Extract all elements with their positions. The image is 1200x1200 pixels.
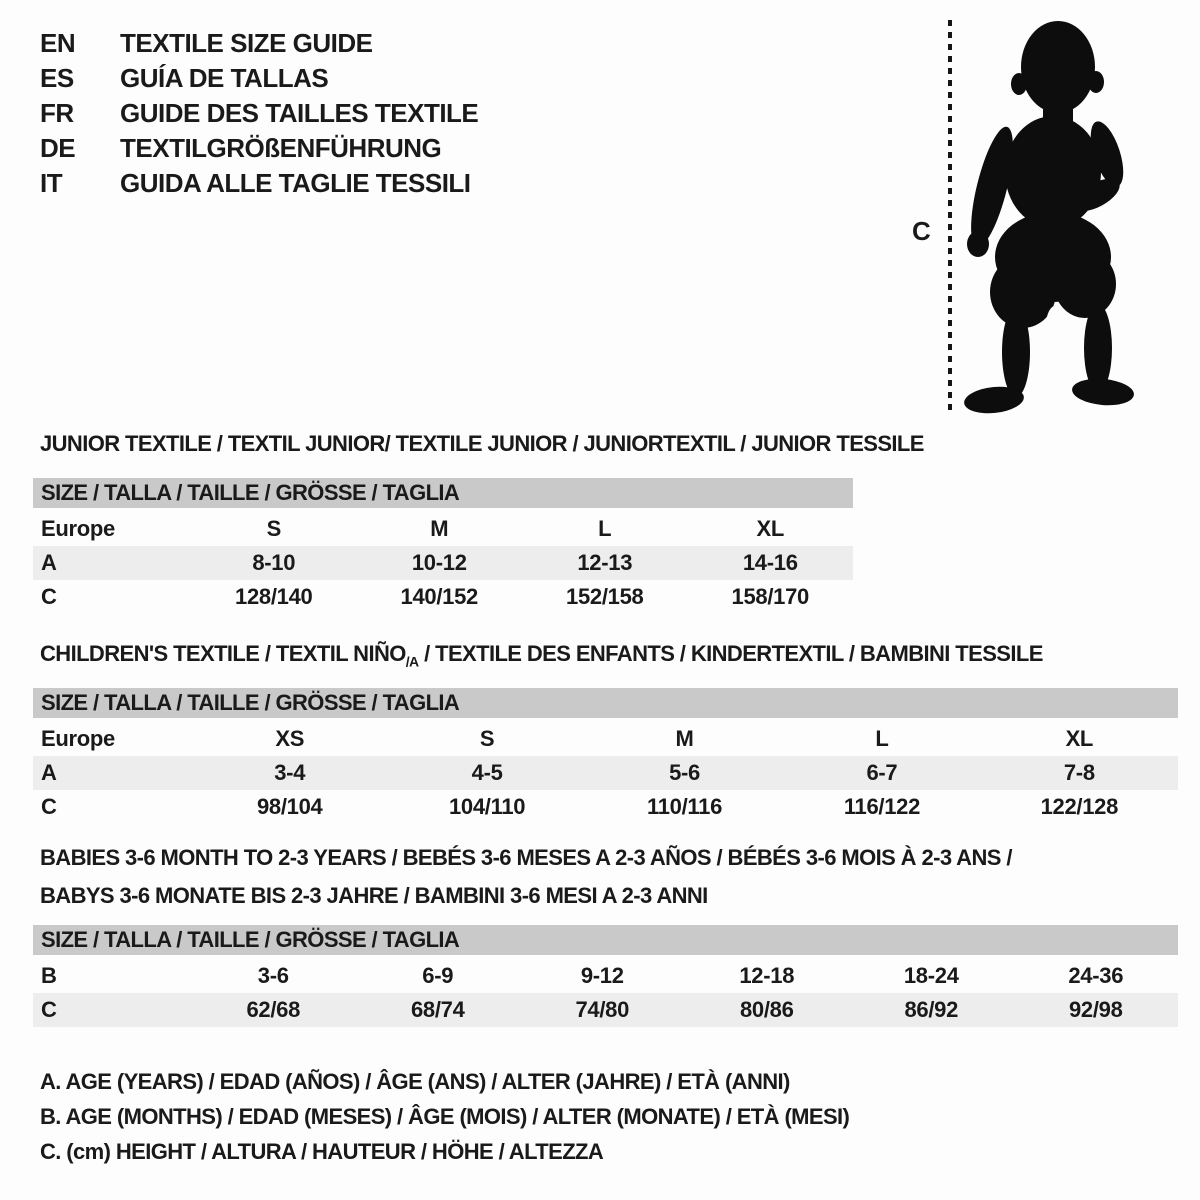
height-measure-label: C [912,216,931,246]
row-label: B [41,963,57,988]
table-row-age-months [33,959,1178,993]
age-value: 8-10 [252,550,296,575]
lang-title: TEXTILE SIZE GUIDE [120,28,373,58]
months-value: 6-9 [422,963,454,988]
children-size-table [33,688,1178,824]
size-value: XS [275,726,305,751]
months-value: 3-6 [257,963,289,988]
months-value: 18-24 [903,963,959,988]
size-value: S [479,726,495,751]
babies-size-table [33,925,1178,1027]
lang-code: FR [40,98,74,128]
children-title-sub: /A [405,653,419,670]
lang-code: ES [40,63,74,93]
lang-title: GUÍA DE TALLAS [120,63,329,93]
junior-table-title: JUNIOR TEXTILE / TEXTIL JUNIOR/ TEXTILE JUNIOR / JUNIORTEXTIL / JUNIOR TESSILE [40,431,924,456]
children-table-rows [33,722,1178,824]
height-value: 140/152 [400,584,478,609]
lang-code: DE [40,133,76,163]
lang-code: EN [40,28,76,58]
children-title-main: CHILDREN'S TEXTILE / TEXTIL NIÑO [40,641,406,666]
size-value: M [430,516,449,541]
size-header-bar: SIZE / TALLA / TAILLE / GRÖSSE / TAGLIA [33,688,1178,718]
row-label: A [41,760,57,785]
row-label: Europe [41,726,115,751]
junior-size-table [33,478,853,614]
height-value: 128/140 [235,584,313,609]
size-value: XL [1065,726,1094,751]
children-table-title [40,641,1043,669]
height-value: 122/128 [1040,794,1119,819]
age-value: 10-12 [411,550,467,575]
size-value: M [675,726,694,751]
size-value: XL [756,516,784,541]
age-value: 14-16 [742,550,798,575]
months-value: 9-12 [580,963,624,988]
legend-line-b: B. AGE (MONTHS) / EDAD (MESES) / ÂGE (MOIS) / ALTER (MONATE) / ETÀ (MESI) [40,1104,850,1129]
language-list [40,26,478,201]
table-row-height-cm [33,790,1178,824]
babies-table-title-line1: BABIES 3-6 MONTH TO 2-3 YEARS / BEBÉS 3-6 MESES A 2-3 AÑOS / BÉBÉS 3-6 MOIS À 2-3 ANS / [40,845,1012,870]
height-value: 98/104 [256,794,323,819]
table-row-europe [33,722,1178,756]
height-value: 74/80 [575,997,630,1022]
lang-row-it [40,166,478,201]
size-value: L [875,726,889,751]
babies-table-rows [33,959,1178,1027]
lang-title: GUIDA ALLE TAGLIE TESSILI [120,168,471,198]
height-value: 110/116 [647,794,723,819]
junior-table-rows [33,512,853,614]
legend-line-a: A. AGE (YEARS) / EDAD (AÑOS) / ÂGE (ANS) / ALTER (JAHRE) / ETÀ (ANNI) [40,1069,790,1094]
height-value: 86/92 [904,997,959,1022]
lang-row-en [40,26,478,61]
height-value: 104/110 [449,794,526,819]
size-header-bar: SIZE / TALLA / TAILLE / GRÖSSE / TAGLIA [33,925,1178,955]
height-value: 80/86 [739,997,794,1022]
size-value: S [266,516,281,541]
toddler-silhouette-icon [958,12,1148,422]
table-row-age-years [33,546,853,580]
row-label: Europe [41,516,115,541]
size-header-bar: SIZE / TALLA / TAILLE / GRÖSSE / TAGLIA [33,478,853,508]
table-row-age-years [33,756,1178,790]
months-value: 24-36 [1068,963,1124,988]
height-value: 158/170 [731,584,809,609]
height-value: 68/74 [410,997,465,1022]
age-value: 12-13 [577,550,633,575]
table-row-europe [33,512,853,546]
height-value: 152/158 [566,584,644,609]
height-value: 116/122 [843,794,921,819]
row-label: C [41,997,57,1022]
babies-table-title-line2: BABYS 3-6 MONATE BIS 2-3 JAHRE / BAMBINI 3-6 MESI A 2-3 ANNI [40,883,708,908]
lang-title: TEXTILGRÖßENFÜHRUNG [120,133,442,163]
measure-legend [40,1064,849,1169]
age-value: 6-7 [866,760,898,785]
months-value: 12-18 [739,963,795,988]
age-value: 3-4 [274,760,306,785]
lang-code: IT [40,168,63,198]
legend-line-c: C. (cm) HEIGHT / ALTURA / HAUTEUR / HÖHE / ALTEZZA [40,1139,604,1164]
lang-row-es [40,61,478,96]
age-value: 7-8 [1063,760,1095,785]
row-label: A [41,550,57,575]
age-value: 5-6 [669,760,700,785]
table-row-height-cm [33,580,853,614]
lang-row-de [40,131,478,166]
row-label: C [41,794,57,819]
age-value: 4-5 [471,760,503,785]
height-value: 62/68 [246,997,301,1022]
children-title-rest: / TEXTILE DES ENFANTS / KINDERTEXTIL / BAMBINI TESSILE [418,641,1043,666]
height-value: 92/98 [1068,997,1123,1022]
lang-title: GUIDE DES TAILLES TEXTILE [120,98,479,128]
size-value: L [598,516,612,541]
lang-row-fr [40,96,478,131]
height-measure-dashed-line [948,20,952,416]
table-row-height-cm [33,993,1178,1027]
row-label: C [41,584,57,609]
